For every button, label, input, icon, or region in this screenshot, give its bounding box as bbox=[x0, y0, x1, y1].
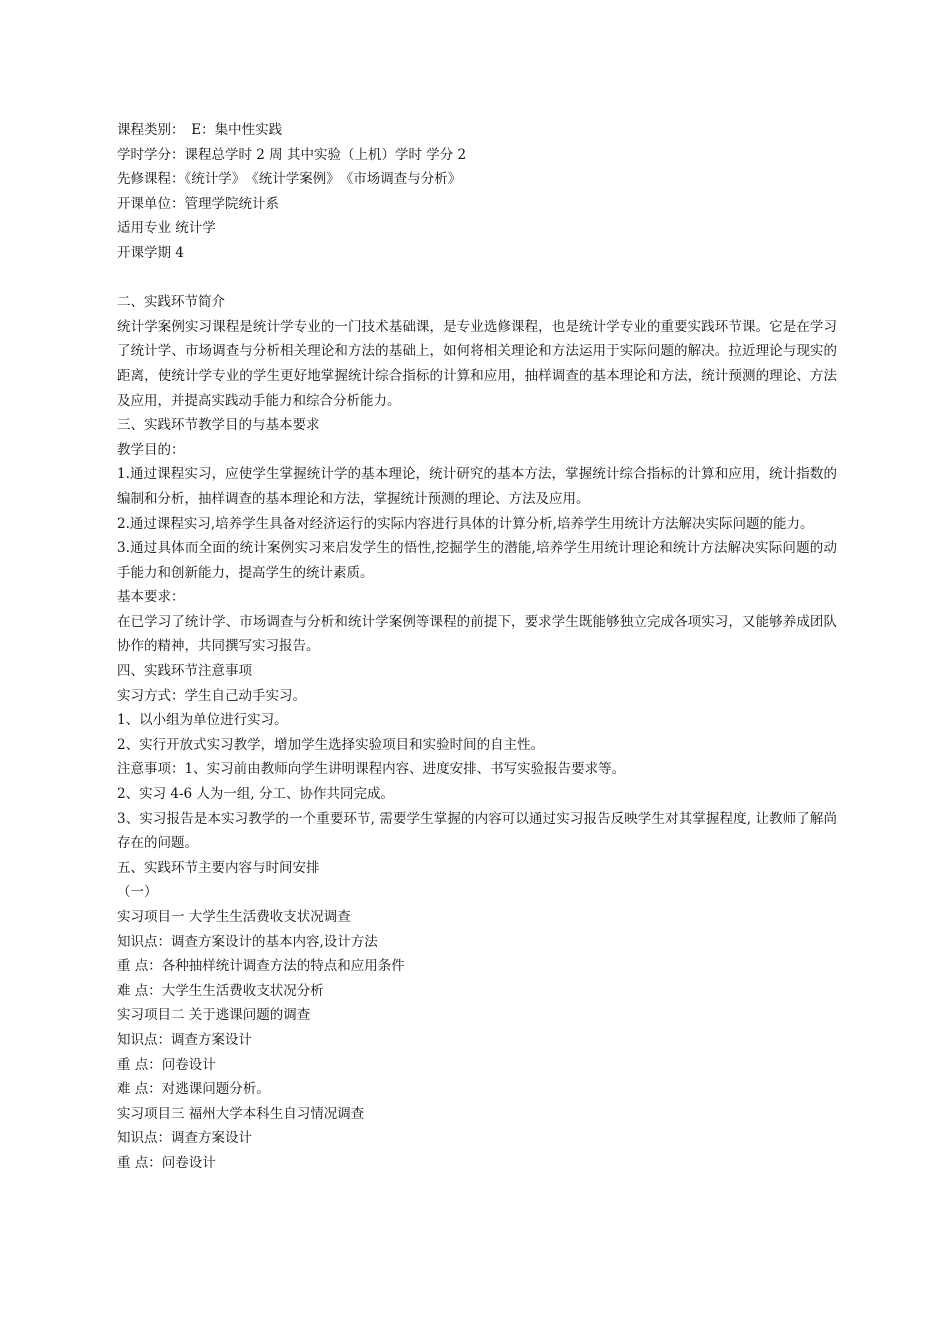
blank-line bbox=[117, 266, 837, 291]
requirement-body: 在已学习了统计学、市场调查与分析和统计学案例等课程的前提下，要求学生既能够独立完成各项实习，又能够养成团队协作的精神，共同撰写实习报告。 bbox=[117, 613, 837, 655]
requirement-label: 基本要求： bbox=[117, 589, 185, 606]
project-1-key-point: 重 点：各种抽样统计调查方法的特点和应用条件 bbox=[117, 958, 405, 975]
purpose-item-2: 2.通过课程实习,培养学生具备对经济运行的实际内容进行具体的计算分析,培养学生用统计方法解决实际问题的能力。 bbox=[117, 515, 814, 532]
project-1-knowledge: 知识点：调查方案设计的基本内容,设计方法 bbox=[117, 933, 378, 950]
hours-credits: 学时学分：课程总学时 2 周 其中实验（上机）学时 学分 2 bbox=[117, 146, 467, 163]
project-2-title: 实习项目二 关于逃课问题的调查 bbox=[117, 1007, 311, 1024]
project-1-title: 实习项目一 大学生生活费收支状况调查 bbox=[117, 909, 351, 925]
part-label: （一） bbox=[117, 884, 158, 901]
section-2-title: 二、实践环节简介 bbox=[117, 294, 225, 311]
course-type: 课程类别： E：集中性实践 bbox=[117, 122, 283, 138]
note-1: 注意事项：1、实习前由教师向学生讲明课程内容、进度安排、书写实验报告要求等。 bbox=[117, 761, 626, 778]
project-2-difficulty: 难 点：对逃课问题分析。 bbox=[117, 1081, 270, 1098]
project-3-title: 实习项目三 福州大学本科生自习情况调查 bbox=[117, 1105, 365, 1122]
project-3-key-point: 重 点：问卷设计 bbox=[117, 1154, 216, 1171]
practice-method-2: 2、实行开放式实习教学，增加学生选择实验项目和实验时间的自主性。 bbox=[117, 736, 545, 753]
project-2-knowledge: 知识点：调查方案设计 bbox=[117, 1031, 252, 1048]
department: 开课单位：管理学院统计系 bbox=[117, 195, 279, 212]
note-3: 3、实习报告是本实习教学的一个重要环节, 需要学生掌握的内容可以通过实习报告反映学生对其掌握程度, 让教师了解尚存在的问题。 bbox=[117, 810, 837, 852]
purpose-item-3: 3.通过具体而全面的统计案例实习来启发学生的悟性,挖掘学生的潜能,培养学生用统计理论和统计方法解决实际问题的动手能力和创新能力，提高学生的统计素质。 bbox=[117, 540, 837, 581]
purpose-item-1: 1.通过课程实习，应使学生掌握统计学的基本理论，统计研究的基本方法，掌握统计综合指标的计算和应用，统计指数的编制和分析，抽样调查的基本理论和方法，掌握统计预测的理论、方法及应用。 bbox=[117, 466, 837, 507]
section-2-body: 统计学案例实习课程是统计学专业的一门技术基础课，是专业选修课程，也是统计学专业的重要实践环节课。它是在学习了统计学、市场调查与分析相关理论和方法的基础上，如何将相关理论和方法运用于实际问题的解决。拉近理论与现实的距离，使统计学专业的学生更好地掌握统计综合指标的计算和应用，抽样调查的基本理论和方法，统计预测的理论、方法及应用，并提高实践动手能力和综合分析能力。 bbox=[117, 318, 837, 409]
section-3-title: 三、实践环节教学目的与基本要求 bbox=[117, 417, 320, 434]
prerequisites: 先修课程：《统计学》 《统计学案例》 《市场调查与分析》 bbox=[117, 171, 462, 188]
practice-method: 实习方式：学生自己动手实习。 bbox=[117, 687, 306, 704]
major: 适用专业 统计学 bbox=[117, 220, 216, 237]
document-page bbox=[117, 118, 837, 1176]
practice-method-1: 1、以小组为单位进行实习。 bbox=[117, 712, 288, 729]
section-5-title: 五、实践环节主要内容与时间安排 bbox=[117, 859, 320, 876]
project-3-knowledge: 知识点：调查方案设计 bbox=[117, 1130, 252, 1147]
note-2: 2、实习 4-6 人为一组, 分工、协作共同完成。 bbox=[117, 786, 394, 803]
section-4-title: 四、实践环节注意事项 bbox=[117, 663, 252, 680]
purpose-label: 教学目的： bbox=[117, 441, 185, 458]
project-2-key-point: 重 点：问卷设计 bbox=[117, 1056, 216, 1073]
project-1-difficulty: 难 点：大学生生活费收支状况分析 bbox=[117, 982, 324, 999]
semester: 开课学期 4 bbox=[117, 244, 184, 261]
